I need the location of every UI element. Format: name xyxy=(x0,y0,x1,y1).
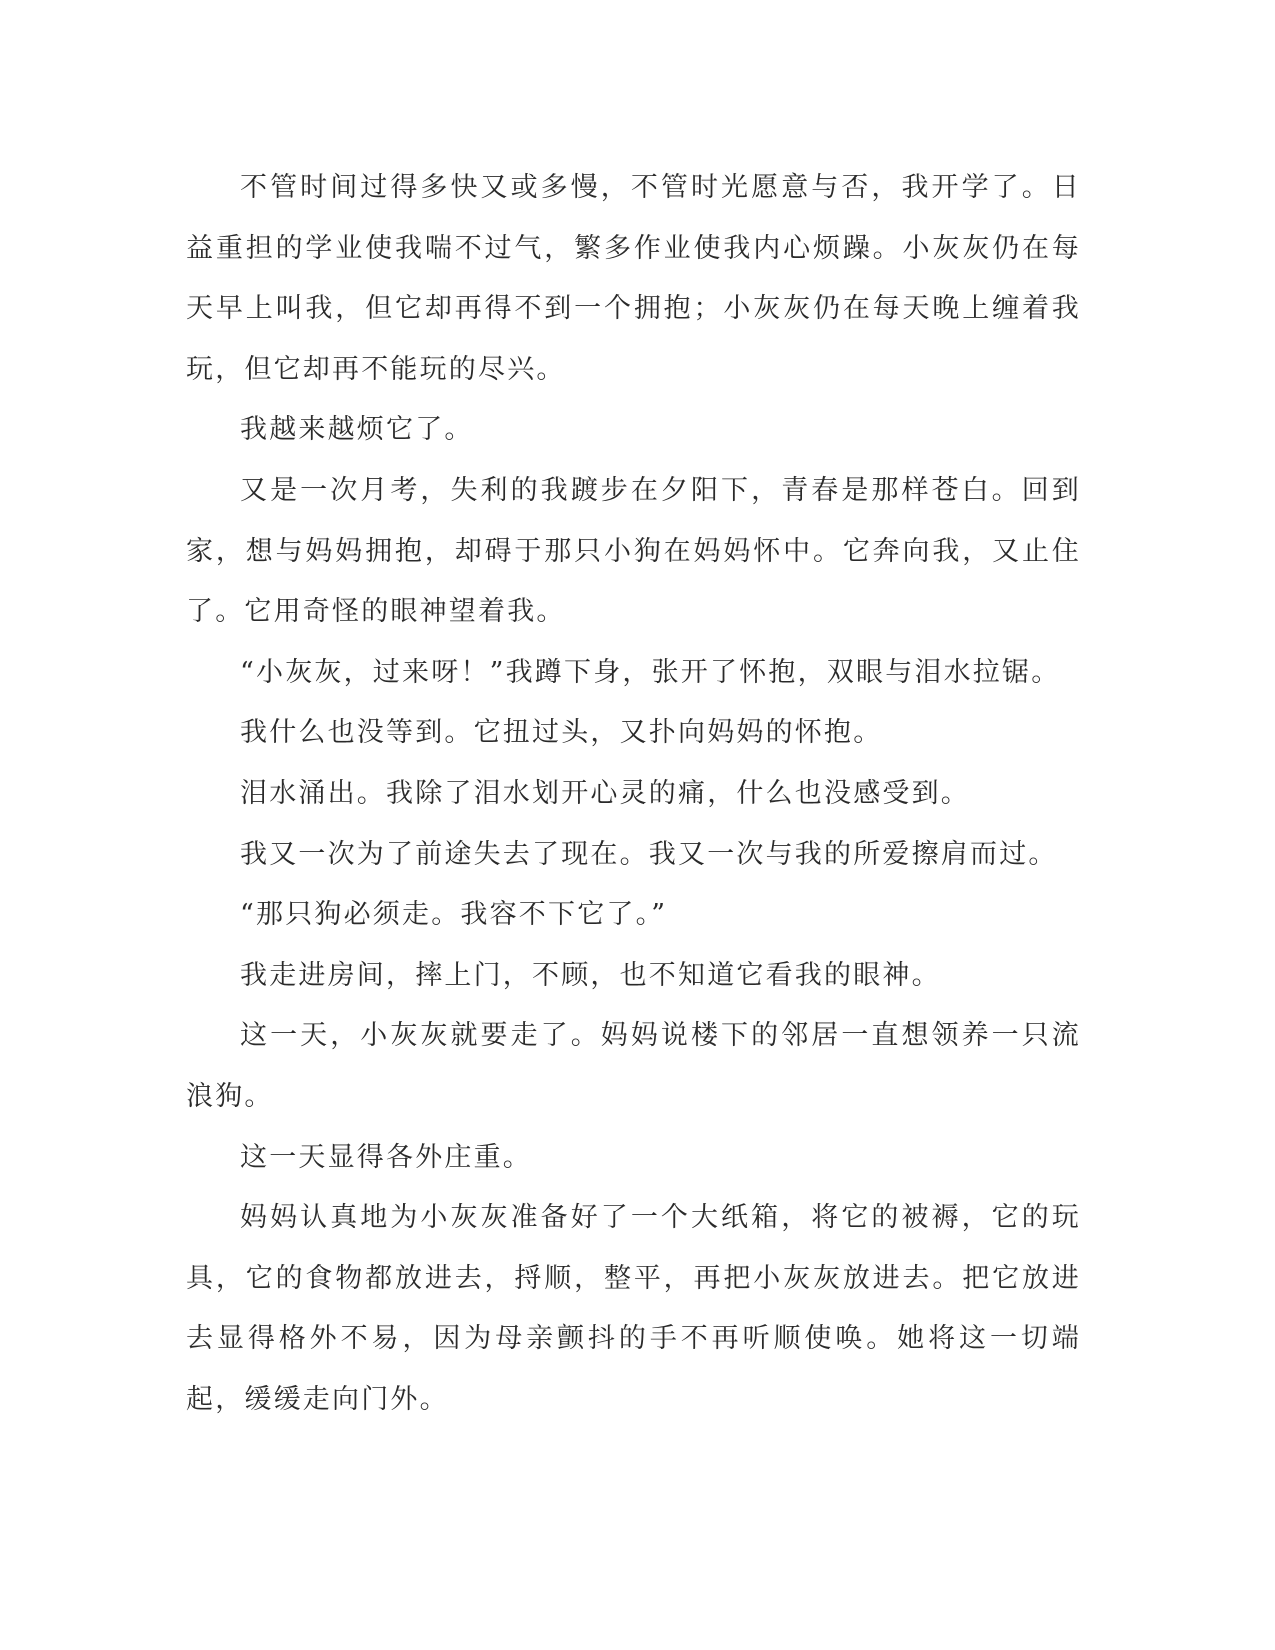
paragraph: 我什么也没等到。它扭过头，又扑向妈妈的怀抱。 xyxy=(240,717,883,749)
paragraph: “那只狗必须走。我容不下它了。” xyxy=(240,899,668,931)
document-body xyxy=(186,158,1081,1430)
paragraph: 我走进房间，摔上门，不顾，也不知道它看我的眼神。 xyxy=(240,959,941,991)
paragraph: “小灰灰，过来呀！”我蹲下身，张开了怀抱，双眼与泪水拉锯。 xyxy=(240,656,1061,688)
paragraph: 我又一次为了前途失去了现在。我又一次与我的所爱擦肩而过。 xyxy=(240,838,1058,870)
paragraph: 这一天显得各外庄重。 xyxy=(240,1141,532,1173)
paragraph: 泪水涌出。我除了泪水划开心灵的痛，什么也没感受到。 xyxy=(240,777,970,809)
paragraph: 又是一次月考，失利的我踱步在夕阳下，青春是那样苍白。回到家，想与妈妈拥抱，却碍于那只小狗在妈妈怀中。它奔向我，又止住了。它用奇怪的眼神望着我。 xyxy=(186,474,1081,628)
paragraph: 我越来越烦它了。 xyxy=(240,414,474,446)
paragraph: 妈妈认真地为小灰灰准备好了一个大纸箱，将它的被褥，它的玩具，它的食物都放进去，捋顺，整平，再把小灰灰放进去。把它放进去显得格外不易，因为母亲颤抖的手不再听顺使唤。她将这一切端起，缓缓走向门外。 xyxy=(186,1202,1081,1415)
paragraph: 这一天，小灰灰就要走了。妈妈说楼下的邻居一直想领养一只流浪狗。 xyxy=(186,1020,1081,1112)
paragraph: 不管时间过得多快又或多慢，不管时光愿意与否，我开学了。日益重担的学业使我喘不过气，繁多作业使我内心烦躁。小灰灰仍在每天早上叫我，但它却再得不到一个拥抱；小灰灰仍在每天晚上缠着我玩，但它却再不能玩的尽兴。 xyxy=(186,172,1081,385)
